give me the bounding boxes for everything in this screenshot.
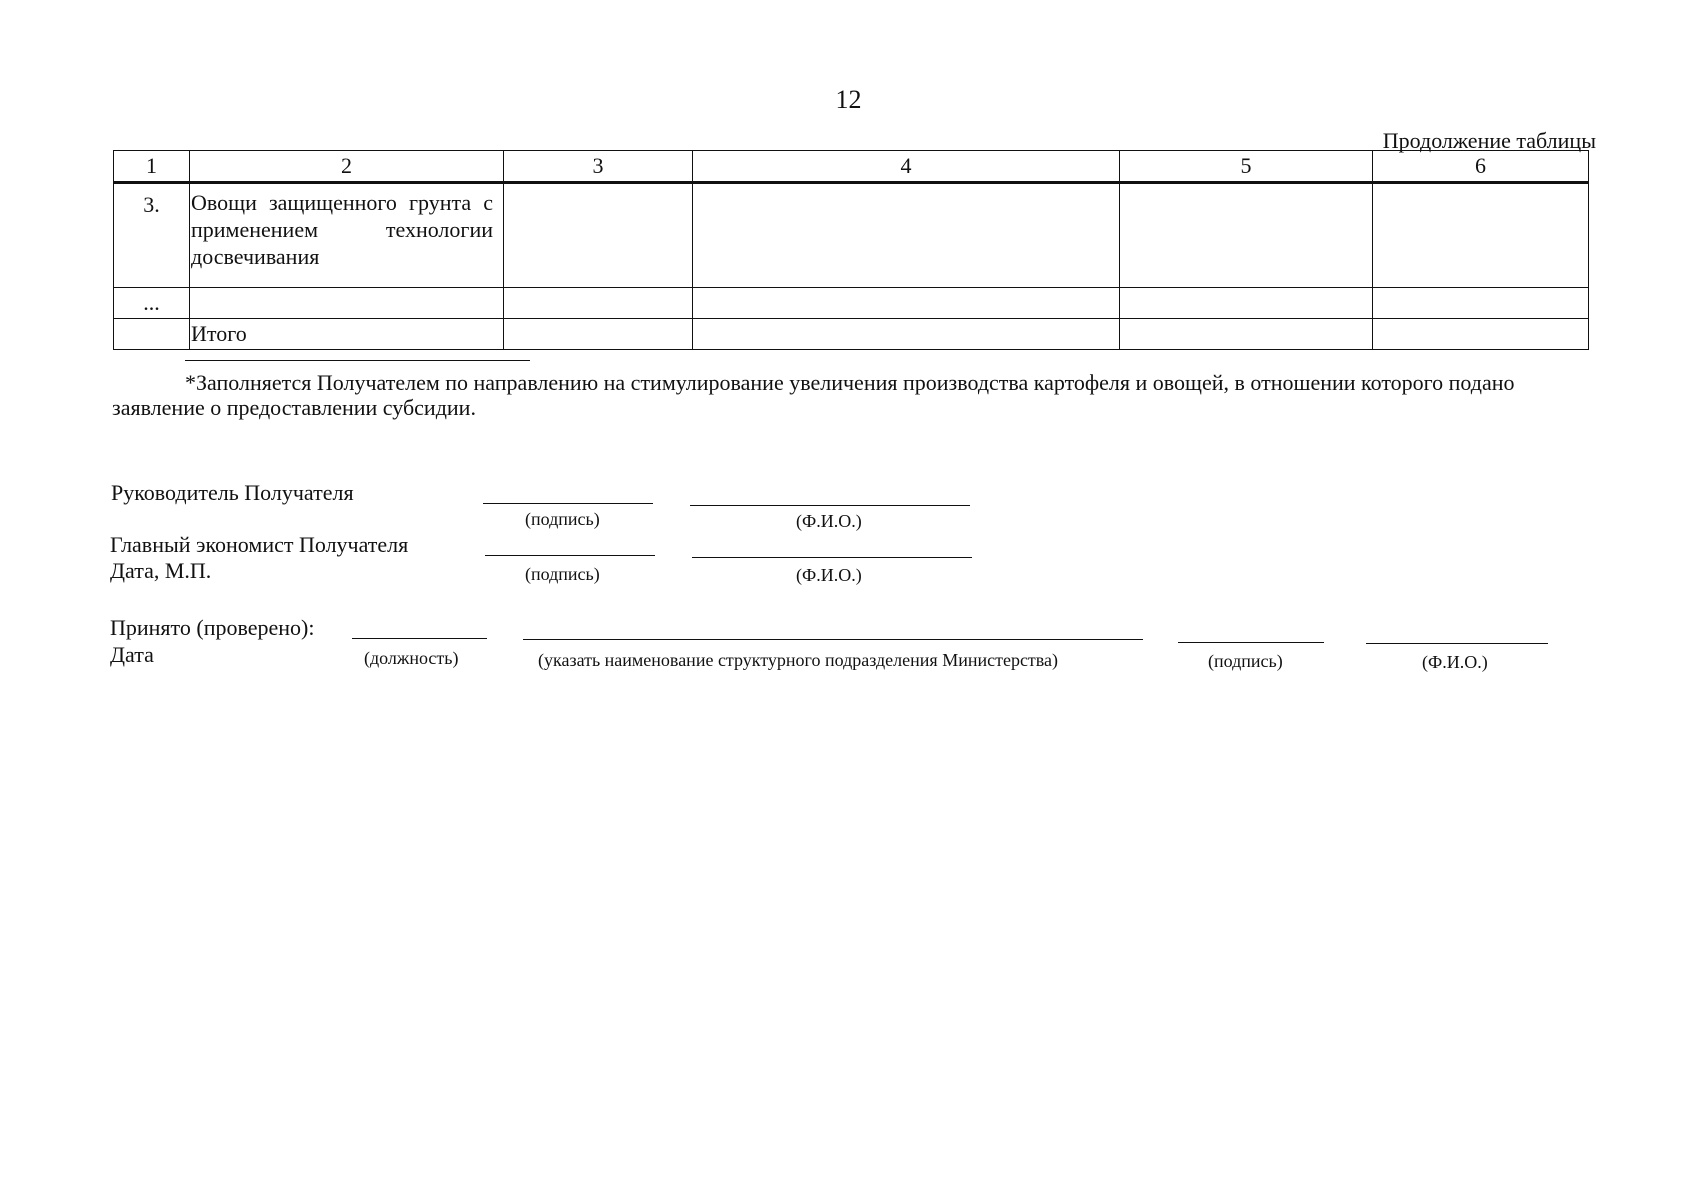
data-table <box>113 150 1589 350</box>
economist-fio-caption: (Ф.И.О.) <box>796 565 862 585</box>
page-number: 12 <box>835 85 862 114</box>
economist-signature-caption: (подпись) <box>525 564 600 584</box>
table-cell <box>1373 319 1589 350</box>
row-number: ... <box>114 288 190 319</box>
table-cell <box>1373 288 1589 319</box>
table-cell <box>1120 183 1373 288</box>
column-header: 3 <box>504 151 693 183</box>
table-cell <box>693 288 1120 319</box>
economist-fio-line[interactable] <box>692 557 972 558</box>
accepted-fio-caption: (Ф.И.О.) <box>1422 652 1488 672</box>
head-fio-line[interactable] <box>690 505 970 506</box>
continuation-label: Продолжение таблицы <box>1382 128 1596 153</box>
position-caption: (должность) <box>364 648 459 668</box>
department-caption: (указать наименование структурного подразделения Министерства) <box>538 650 1059 670</box>
economist-label: Главный экономист Получателя <box>110 532 409 557</box>
accepted-signature-caption: (подпись) <box>1208 651 1283 671</box>
table-cell <box>1120 288 1373 319</box>
table-cell <box>1120 319 1373 350</box>
table-cell <box>504 319 693 350</box>
table-header-row <box>114 151 1589 183</box>
department-line[interactable] <box>523 639 1143 640</box>
footnote: *Заполняется Получателем по направлению на стимулирование увеличения производства картофеля и овощей, в отношении которого подано заявление о предоставлении субсидии. <box>112 370 1515 420</box>
table-cell <box>504 183 693 288</box>
table-row <box>114 183 1589 288</box>
accepted-date-label: Дата <box>110 642 154 667</box>
column-header: 2 <box>190 151 504 183</box>
economist-signature-line[interactable] <box>485 555 655 556</box>
table-cell <box>693 183 1120 288</box>
row-name <box>190 288 504 319</box>
accepted-fio-line[interactable] <box>1366 643 1548 644</box>
head-signature-caption: (подпись) <box>525 509 600 529</box>
column-header: 5 <box>1120 151 1373 183</box>
column-header: 6 <box>1373 151 1589 183</box>
row-number: 3. <box>114 183 190 288</box>
head-signature-line[interactable] <box>483 503 653 504</box>
column-header: 4 <box>693 151 1120 183</box>
accepted-label: Принято (проверено): <box>110 615 315 640</box>
accepted-signature-line[interactable] <box>1178 642 1324 643</box>
table-cell <box>1373 183 1589 288</box>
column-header: 1 <box>114 151 190 183</box>
date-stamp-label: Дата, М.П. <box>110 558 212 583</box>
table-row <box>114 288 1589 319</box>
total-label: Итого <box>190 319 504 350</box>
row-number <box>114 319 190 350</box>
table-cell <box>504 288 693 319</box>
footnote-divider <box>185 360 530 361</box>
head-fio-caption: (Ф.И.О.) <box>796 511 862 531</box>
table-cell <box>693 319 1120 350</box>
position-line[interactable] <box>352 638 487 639</box>
table-row-total <box>114 319 1589 350</box>
head-label: Руководитель Получателя <box>111 480 354 505</box>
row-name: Овощи защищенного грунта с применением технологии досвечивания <box>190 183 504 288</box>
